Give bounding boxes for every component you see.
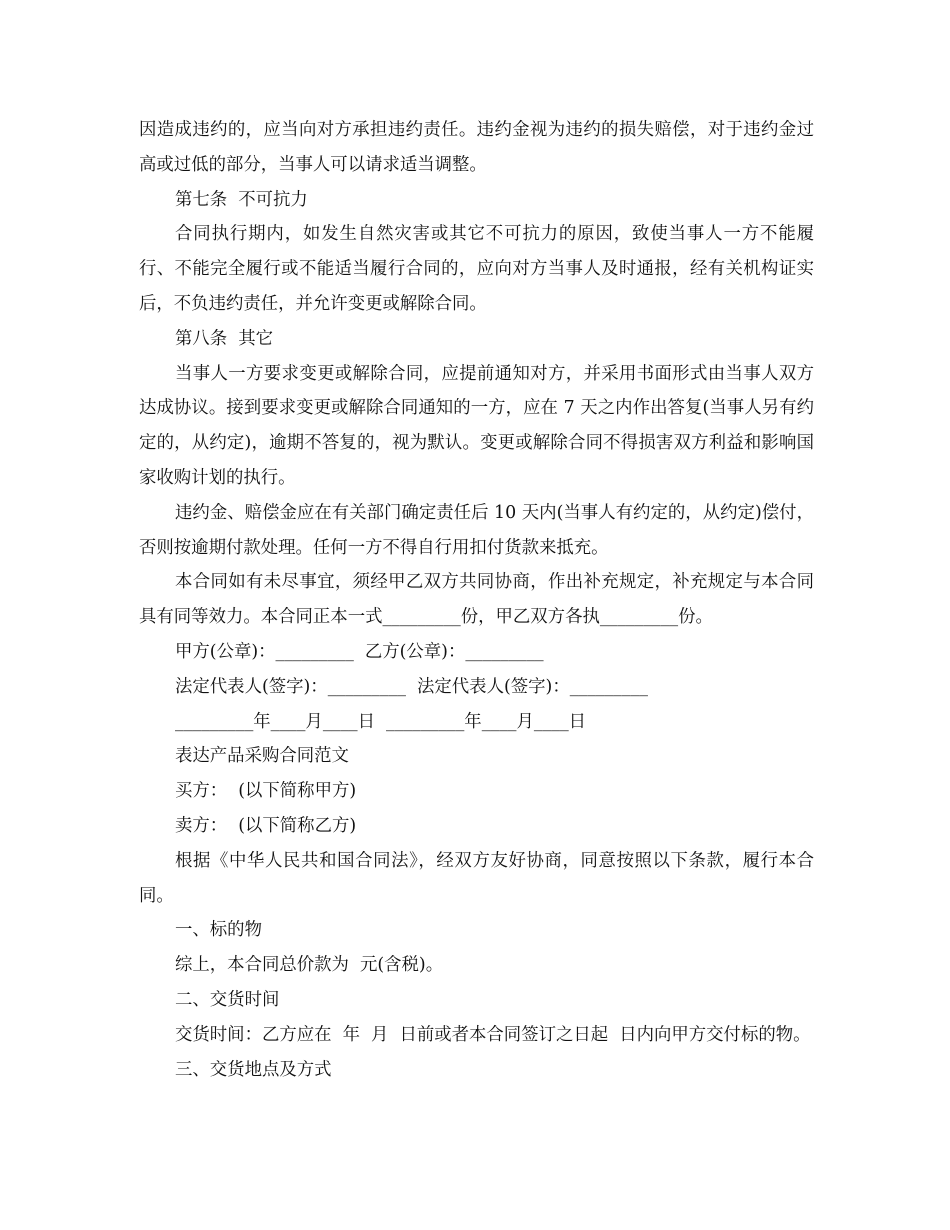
signature-date-line: _________年____月____日 _________年____月____日 bbox=[175, 711, 587, 732]
buyer-line: 买方： (以下简称甲方) bbox=[175, 781, 357, 802]
heading-article-8: 第八条 其它 bbox=[175, 328, 274, 349]
paragraph-supplementary: 本合同如有未尽事宜，须经甲乙双方共同协商，作出补充规定，补充规定与本合同具有同等效力。本合同正本一式_________份，甲乙双方各执_________份。 bbox=[139, 572, 814, 628]
paragraph-total-price: 综上，本合同总价款为 元(含税)。 bbox=[175, 955, 444, 976]
paragraph-delivery-time: 交货时间：乙方应在 年 月 日前或者本合同签订之日起 日内向甲方交付标的物。 bbox=[175, 1024, 811, 1045]
document-body bbox=[139, 113, 814, 1087]
paragraph-legal-basis: 根据《中华人民共和国合同法》，经双方友好协商，同意按照以下条款，履行本合同。 bbox=[139, 850, 814, 906]
paragraph-penalty-payment: 违约金、赔偿金应在有关部门确定责任后 10 天内(当事人有约定的，从约定)偿付，否则按逾期付款处理。任何一方不得自行用扣付货款来抵充。 bbox=[139, 502, 814, 558]
heading-delivery-place: 三、交货地点及方式 bbox=[175, 1059, 332, 1080]
paragraph-force-majeure: 合同执行期内，如发生自然灾害或其它不可抗力的原因，致使当事人一方不能履行、不能完全履行或不能适当履行合同的，应向对方当事人及时通报，经有关机构证实后，不负违约责任，并允许变更或解除合同。 bbox=[139, 224, 814, 314]
paragraph-contract-change: 当事人一方要求变更或解除合同，应提前通知对方，并采用书面形式由当事人双方达成协议。接到要求变更或解除合同通知的一方，应在 7 天之内作出答复(当事人另有约定的，从约定)，逾期不答复的，视为默认。变更或解除合同不得损害双方利益和影响国家收购计划的执行。 bbox=[139, 363, 814, 488]
heading-subject-matter: 一、标的物 bbox=[175, 920, 262, 941]
seller-line: 卖方： (以下简称乙方) bbox=[175, 815, 357, 836]
signature-representative-line: 法定代表人(签字)：_________ 法定代表人(签字)：_________ bbox=[175, 676, 648, 697]
heading-delivery-time: 二、交货时间 bbox=[175, 989, 280, 1010]
heading-article-7: 第七条 不可抗力 bbox=[175, 189, 308, 210]
paragraph-breach-liability: 因造成违约的，应当向对方承担违约责任。违约金视为违约的损失赔偿，对于违约金过高或过低的部分，当事人可以请求适当调整。 bbox=[139, 120, 814, 175]
section-title: 表达产品采购合同范文 bbox=[175, 746, 349, 767]
signature-seal-line: 甲方(公章)：_________ 乙方(公章)：_________ bbox=[175, 641, 544, 662]
